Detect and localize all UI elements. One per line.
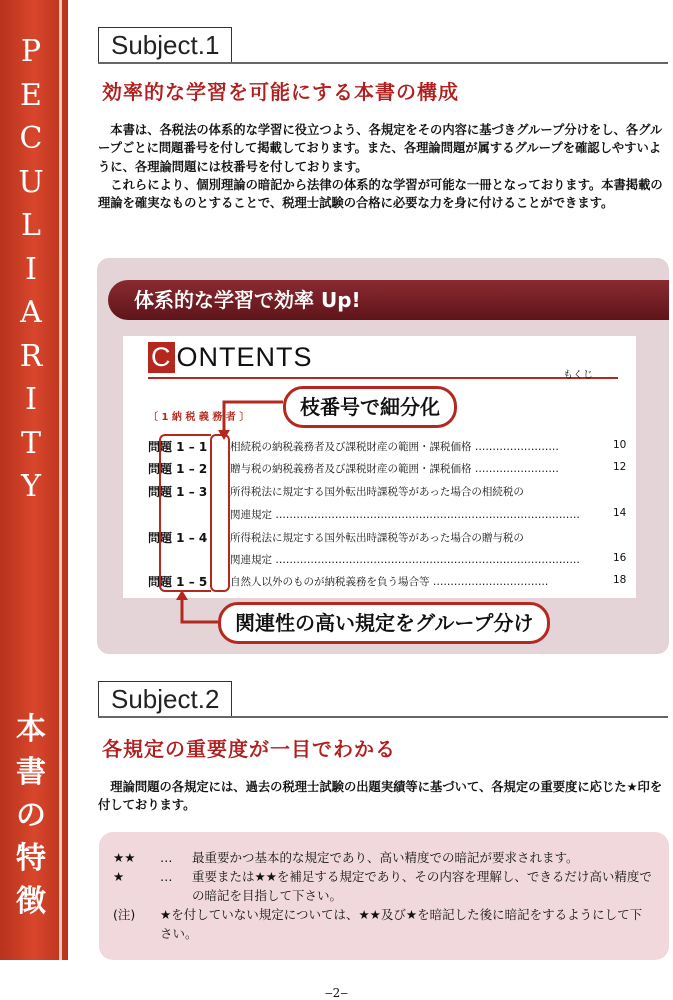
title-char: 徴 (16, 884, 46, 919)
legend-mark: ★★ (113, 850, 136, 865)
toc-text: 贈与税の納税義務者及び課税財産の範囲・課税価格 …………………… (230, 463, 559, 475)
arrow-line-top (224, 402, 283, 432)
subject2-rule (98, 716, 668, 718)
paragraph: 理論問題の各規定には、過去の税理士試験の出題実績等に基づいて、各規定の重要度に応じた★印を付しております。 (98, 780, 663, 813)
letter: C (19, 121, 43, 156)
letter: R (19, 338, 43, 374)
paragraph: これらにより、個別理論の暗記から法律の体系的な学習が可能な一冊となっております。本書掲載の理論を確実なものとすることで、税理士試験の合格に必要な力を身に付けることができます。 (98, 177, 663, 211)
contents-initial: C (148, 342, 175, 373)
callout-group: 関連性の高い規定をグループ分け (218, 602, 550, 644)
legend-text: 重要または★★を補足する規定であり、その内容を理解し、できるだけ高い精度での暗記を目指して下さい。 (192, 869, 652, 903)
toc-page: 14 (613, 507, 627, 519)
contents-rest: ONTENTS (176, 342, 313, 372)
letter: Y (21, 469, 41, 504)
toc-page: 12 (613, 461, 627, 473)
panel-banner: 体系的な学習で効率 Up! (108, 280, 669, 320)
legend-dots: … (160, 869, 173, 884)
letter: E (20, 77, 42, 113)
toc-num: 問題 1 – 5 (148, 575, 208, 589)
title-char: 特 (16, 841, 46, 876)
toc-text: 相続税の納税義務者及び課税財産の範囲・課税価格 …………………… (230, 441, 559, 453)
title-char: 本 (16, 712, 46, 747)
legend-dots: … (160, 850, 173, 865)
toc-text: 関連規定 …………………………………………………………………………… (230, 509, 580, 521)
title-char: の (16, 798, 46, 833)
letter: T (20, 425, 41, 461)
letter: P (20, 34, 42, 69)
arrow-head-top (218, 430, 230, 440)
subject2-body (98, 778, 670, 815)
callout-branch: 枝番号で細分化 (283, 386, 457, 428)
legend-mark: (注) (113, 907, 136, 922)
letter: A (20, 295, 42, 330)
mokuji-label: もくじ (563, 370, 593, 381)
toc-text: 自然人以外のものが納税義務を負う場合等 …………………………… (230, 576, 549, 588)
toc-text: 関連規定 …………………………………………………………………………… (230, 554, 580, 566)
toc-page: 18 (613, 574, 627, 586)
section-label: 〔 1 納 税 義 務 者 〕 (148, 412, 250, 423)
toc-num: 問題 1 – 1 (148, 440, 208, 454)
subject2-label: Subject.2 (98, 681, 232, 716)
toc-num: 問題 1 – 3 (148, 485, 208, 499)
letter: I (25, 251, 37, 287)
letter: L (21, 208, 41, 243)
title-char: 書 (16, 755, 46, 790)
toc-num: 問題 1 – 4 (148, 531, 208, 545)
legend-mark: ★ (113, 869, 125, 884)
page-number: ‒2‒ (325, 986, 348, 1000)
toc-page: 10 (613, 439, 627, 451)
legend-text: 最重要かつ基本的な規定であり、高い精度での暗記が要求されます。 (192, 850, 579, 865)
subject1-label: Subject.1 (98, 27, 232, 62)
subject2-heading: 各規定の重要度が一目でわかる (102, 737, 396, 761)
toc-page: 16 (613, 552, 627, 564)
letter: U (18, 164, 44, 200)
paragraph: 本書は、各税法の体系的な学習に役立つよう、各規定をその内容に基づきグループ分けをし、各グループごとに問題番号を付して掲載しております。また、各理論問題が属するグループを確認しやすいように、各理論問題には枝番号を付しております。 (98, 123, 663, 174)
subject1-heading: 効率的な学習を可能にする本書の構成 (102, 80, 459, 104)
toc-text: 所得税法に規定する国外転出時課税等があった場合の相続税の (230, 486, 524, 498)
toc-text: 所得税法に規定する国外転出時課税等があった場合の贈与税の (230, 532, 524, 544)
letter: I (25, 382, 37, 417)
arrow-line-bottom (182, 598, 218, 622)
toc-num: 問題 1 – 2 (148, 462, 208, 476)
legend-text: ★を付していない規定については、★★及び★を暗記した後に暗記をするようにして下さい。 (160, 907, 643, 941)
arrow-head-bottom (176, 590, 188, 600)
